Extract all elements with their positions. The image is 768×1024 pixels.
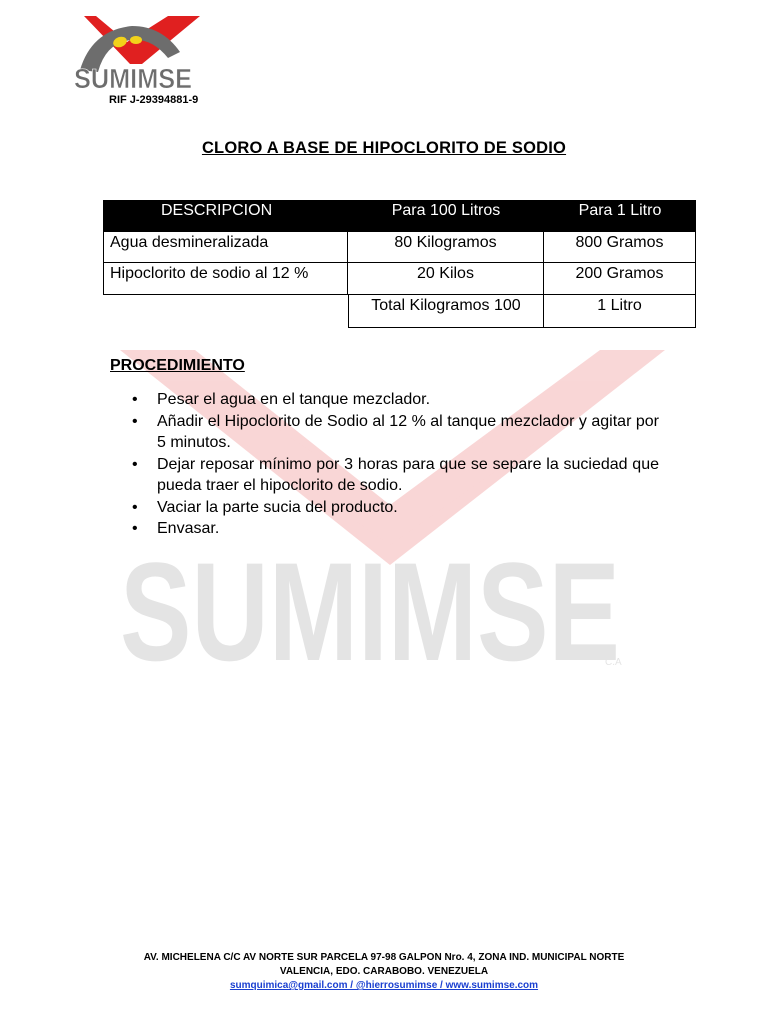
header-descripcion: DESCRIPCION (161, 202, 273, 219)
table-header (103, 200, 696, 231)
rif-number: RIF J-29394881-9 (109, 94, 199, 106)
table-row (103, 262, 696, 293)
list-item (132, 411, 659, 454)
step-text: Añadir el Hipoclorito de Sodio al 12 % al tanque mezclador y agitar por 5 minutos. (157, 412, 659, 451)
table-cell: 800 Gramos (544, 231, 696, 263)
bullet-icon: • (132, 455, 138, 473)
logo-text: SUMIMSE (74, 63, 192, 92)
step-text: Vaciar la parte sucia del producto. (157, 498, 398, 516)
table-cell: 20 Kilos (348, 262, 544, 295)
table-row (103, 231, 696, 262)
watermark-suffix: C.A (605, 657, 622, 668)
sumimse-logo (72, 12, 202, 92)
document-title: CLORO A BASE DE HIPOCLORITO DE SODIO (201, 139, 567, 157)
bullet-icon: • (132, 412, 138, 430)
table-cell: 1 Litro (544, 294, 696, 328)
header-para-100-litros: Para 100 Litros (391, 202, 501, 219)
footer-contact-links[interactable]: sumquimica@gmail.com / @hierrosumimse / www.sumimse.com (229, 980, 539, 991)
procedure-title: PROCEDIMIENTO (110, 357, 245, 374)
list-item (132, 454, 659, 497)
header-para-1-litro: Para 1 Litro (578, 202, 662, 219)
step-text: Dejar reposar mínimo por 3 horas para que se separe la suciedad que pueda traer el hipoclorito de sodio. (157, 455, 659, 494)
watermark-text: SUMIMSE (120, 533, 620, 690)
table-cell: Total Kilogramos 100 (348, 294, 544, 328)
bullet-icon: • (132, 391, 138, 408)
list-item (132, 518, 659, 540)
footer-address-line1: AV. MICHELENA C/C AV NORTE SUR PARCELA 97-98 GALPON Nro. 4, ZONA IND. MUNICIPAL NORTE (143, 952, 625, 963)
list-item (132, 497, 659, 519)
list-item (132, 389, 659, 411)
table-row (103, 294, 696, 325)
bullet-icon: • (132, 498, 138, 516)
step-text: Envasar. (157, 520, 220, 537)
footer (0, 951, 768, 993)
table-cell: 200 Gramos (544, 262, 696, 295)
bullet-icon: • (132, 520, 138, 537)
formula-table (103, 200, 696, 328)
table-cell: 80 Kilogramos (348, 231, 544, 263)
procedure-steps (132, 389, 659, 540)
table-cell: Agua desmineralizada (103, 231, 348, 263)
step-text: Pesar el agua en el tanque mezclador. (157, 391, 431, 408)
footer-address-line2: VALENCIA, EDO. CARABOBO. VENEZUELA (279, 966, 489, 977)
table-cell: Hipoclorito de sodio al 12 % (103, 262, 348, 295)
